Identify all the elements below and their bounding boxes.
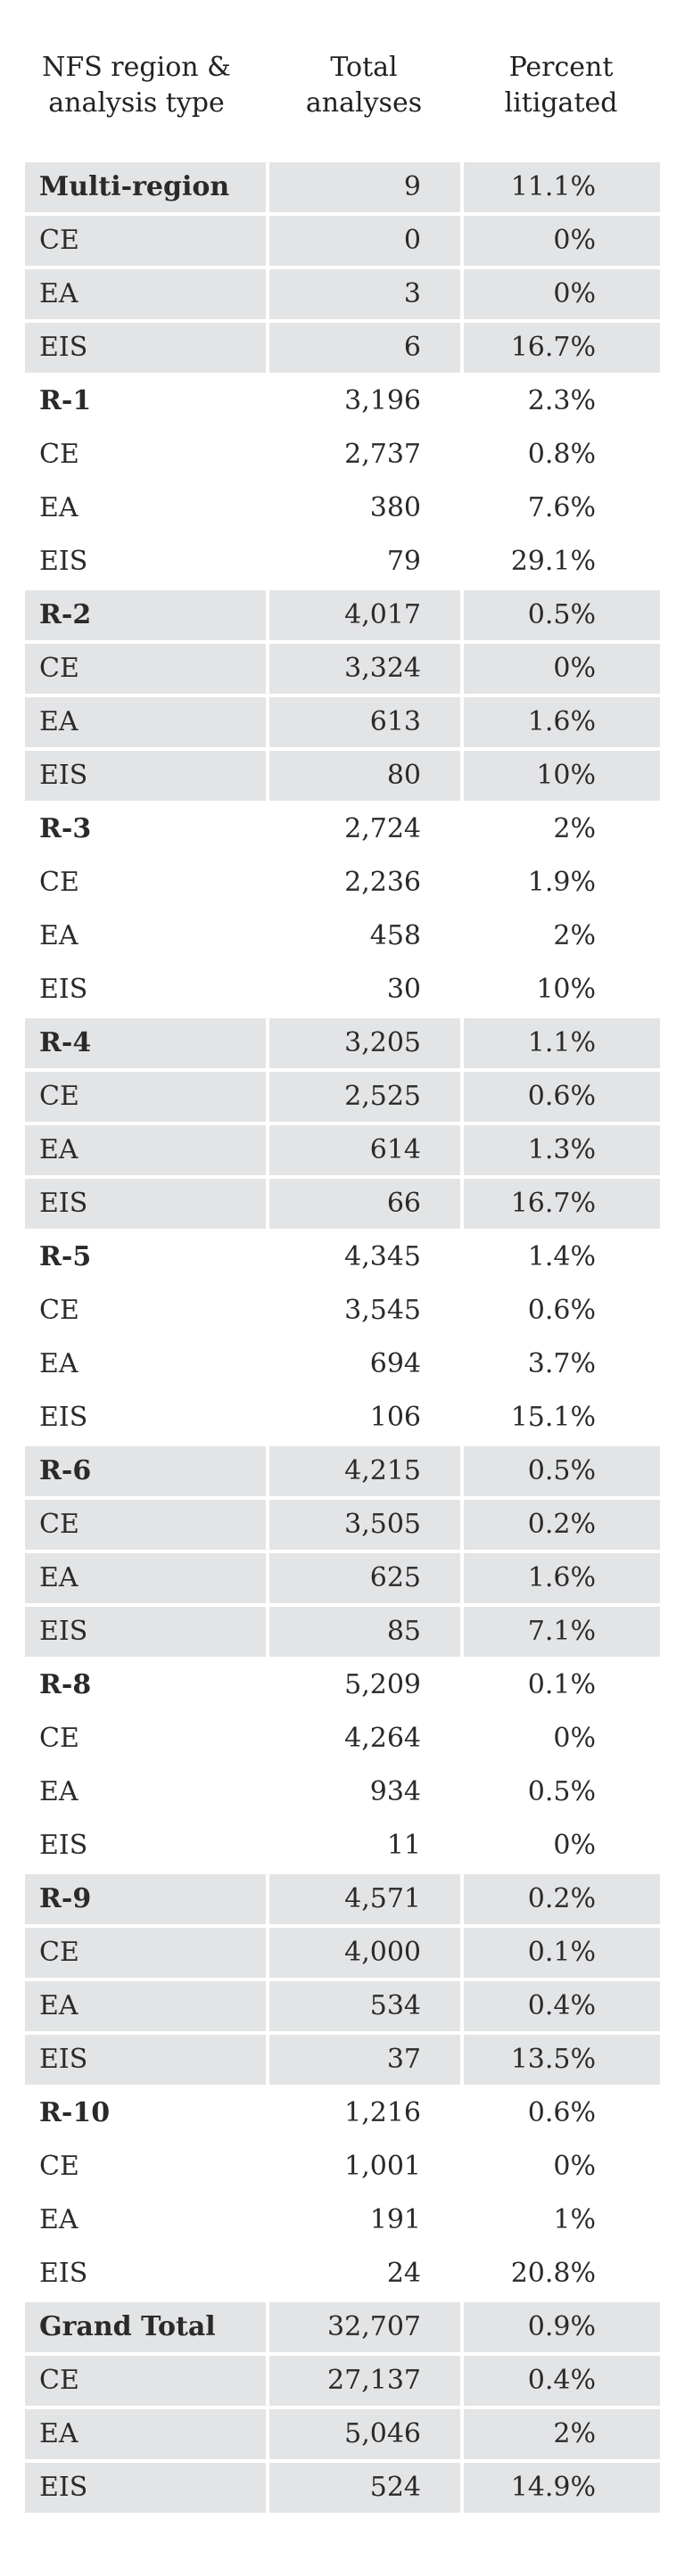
row-label: EIS bbox=[39, 2258, 88, 2289]
row-total-analyses: 32,707 bbox=[269, 2302, 460, 2352]
row-label: R-2 bbox=[25, 590, 266, 640]
row-label: EIS bbox=[25, 2463, 266, 2513]
row-total-analyses: 4,000 bbox=[269, 1928, 460, 1978]
row-percent-litigated: 2% bbox=[553, 920, 596, 951]
row-percent-litigated: 1.9% bbox=[527, 867, 596, 898]
row-total-analyses: 1,216 bbox=[344, 2097, 421, 2128]
row-percent-litigated: 0.6% bbox=[527, 2097, 596, 2128]
table-row-group bbox=[25, 1874, 660, 1928]
table-row-group bbox=[25, 1660, 660, 1714]
table-row bbox=[25, 2356, 660, 2409]
row-percent-litigated: 2% bbox=[553, 813, 596, 844]
row-total-analyses: 2,236 bbox=[344, 867, 421, 898]
row-percent-litigated: 2% bbox=[464, 2409, 660, 2459]
header-region-type bbox=[25, 50, 266, 139]
row-percent-litigated: 1.3% bbox=[464, 1125, 660, 1175]
row-percent-litigated: 14.9% bbox=[464, 2463, 660, 2513]
row-label: EA bbox=[39, 2204, 78, 2235]
header-total-line2: analyses bbox=[305, 87, 423, 119]
table-row bbox=[25, 1500, 660, 1553]
row-total-analyses: 24 bbox=[386, 2258, 421, 2289]
row-label: Multi-region bbox=[25, 162, 266, 212]
row-total-analyses: 3,545 bbox=[344, 1295, 421, 1326]
row-total-analyses: 106 bbox=[369, 1402, 421, 1433]
row-total-analyses: 625 bbox=[269, 1553, 460, 1603]
row-percent-litigated: 16.7% bbox=[464, 323, 660, 373]
header-percent-line1: Percent bbox=[508, 52, 614, 83]
row-total-analyses: 534 bbox=[269, 1981, 460, 2031]
row-label: EA bbox=[25, 2409, 266, 2459]
table-row bbox=[25, 1072, 660, 1125]
row-percent-litigated: 10% bbox=[536, 974, 596, 1005]
row-label: R-8 bbox=[39, 1669, 92, 1700]
table-row-group bbox=[25, 162, 660, 216]
table-row bbox=[25, 323, 660, 376]
row-total-analyses: 934 bbox=[369, 1776, 421, 1807]
row-total-analyses: 694 bbox=[369, 1348, 421, 1379]
table-row-group bbox=[25, 376, 660, 430]
row-total-analyses: 3 bbox=[269, 269, 460, 319]
row-label: EIS bbox=[25, 323, 266, 373]
row-label: EIS bbox=[25, 751, 266, 801]
row-percent-litigated: 16.7% bbox=[464, 1179, 660, 1229]
table-header bbox=[25, 50, 660, 139]
row-label: EA bbox=[25, 1553, 266, 1603]
row-label: R-5 bbox=[39, 1241, 92, 1272]
row-percent-litigated: 3.7% bbox=[527, 1348, 596, 1379]
row-percent-litigated: 1.4% bbox=[527, 1241, 596, 1272]
row-total-analyses: 5,209 bbox=[344, 1669, 421, 1700]
row-percent-litigated: 0.5% bbox=[464, 1446, 660, 1496]
table-row bbox=[25, 1928, 660, 1981]
row-percent-litigated: 0% bbox=[553, 1723, 596, 1754]
row-total-analyses: 5,046 bbox=[269, 2409, 460, 2459]
header-region-line1: NFS region & bbox=[42, 52, 231, 83]
row-total-analyses: 6 bbox=[269, 323, 460, 373]
row-percent-litigated: 1.6% bbox=[464, 697, 660, 747]
table-row-group bbox=[25, 1018, 660, 1072]
table-row bbox=[25, 2409, 660, 2463]
row-label: EIS bbox=[25, 1607, 266, 1657]
row-percent-litigated: 20.8% bbox=[510, 2258, 596, 2289]
table-row bbox=[25, 269, 660, 323]
table-row-group bbox=[25, 1446, 660, 1500]
row-total-analyses: 37 bbox=[269, 2035, 460, 2085]
table-row bbox=[25, 1714, 660, 1767]
row-label: EA bbox=[39, 1348, 78, 1379]
table-row bbox=[25, 697, 660, 751]
row-total-analyses: 3,205 bbox=[269, 1018, 460, 1068]
table-row-group bbox=[25, 2302, 660, 2356]
row-total-analyses: 27,137 bbox=[269, 2356, 460, 2406]
row-label: EIS bbox=[39, 546, 88, 577]
table-row bbox=[25, 644, 660, 697]
table-row bbox=[25, 1286, 660, 1339]
header-total-analyses bbox=[266, 50, 462, 139]
row-label: CE bbox=[39, 867, 79, 898]
table-row bbox=[25, 858, 660, 911]
row-percent-litigated: 0.4% bbox=[464, 2356, 660, 2406]
row-label: Grand Total bbox=[25, 2302, 266, 2352]
row-percent-litigated: 0.2% bbox=[464, 1500, 660, 1550]
row-label: CE bbox=[39, 1295, 79, 1326]
row-label: CE bbox=[25, 644, 266, 694]
row-label: EA bbox=[39, 492, 78, 523]
row-label: EIS bbox=[25, 2035, 266, 2085]
row-label: CE bbox=[25, 1928, 266, 1978]
row-label: CE bbox=[39, 1723, 79, 1754]
row-total-analyses: 79 bbox=[386, 546, 421, 577]
row-percent-litigated: 7.6% bbox=[527, 492, 596, 523]
row-percent-litigated: 0.1% bbox=[527, 1669, 596, 1700]
table-row bbox=[25, 1339, 660, 1393]
row-percent-litigated: 0% bbox=[464, 269, 660, 319]
header-total-line1: Total bbox=[330, 52, 398, 83]
row-label: CE bbox=[25, 2356, 266, 2406]
row-total-analyses: 0 bbox=[269, 216, 460, 266]
table-row bbox=[25, 2142, 660, 2195]
row-label: EA bbox=[39, 1776, 78, 1807]
row-total-analyses: 2,737 bbox=[344, 439, 421, 470]
table-row-group bbox=[25, 590, 660, 644]
row-percent-litigated: 0% bbox=[553, 1830, 596, 1861]
table-row bbox=[25, 1821, 660, 1874]
row-total-analyses: 3,505 bbox=[269, 1500, 460, 1550]
table-row-group bbox=[25, 1232, 660, 1286]
row-total-analyses: 524 bbox=[269, 2463, 460, 2513]
row-total-analyses: 613 bbox=[269, 697, 460, 747]
row-total-analyses: 4,215 bbox=[269, 1446, 460, 1496]
row-label: EA bbox=[25, 269, 266, 319]
table-row-group bbox=[25, 2088, 660, 2142]
table-row bbox=[25, 911, 660, 965]
row-total-analyses: 4,017 bbox=[269, 590, 460, 640]
row-label: R-4 bbox=[25, 1018, 266, 1068]
row-percent-litigated: 2.3% bbox=[527, 385, 596, 416]
row-label: R-6 bbox=[25, 1446, 266, 1496]
row-label: EIS bbox=[25, 1179, 266, 1229]
row-label: EIS bbox=[39, 1402, 88, 1433]
row-label: EA bbox=[39, 920, 78, 951]
table-row bbox=[25, 1981, 660, 2035]
row-percent-litigated: 7.1% bbox=[464, 1607, 660, 1657]
row-label: EIS bbox=[39, 974, 88, 1005]
row-label: CE bbox=[39, 2151, 79, 2182]
row-total-analyses: 85 bbox=[269, 1607, 460, 1657]
row-label: R-10 bbox=[39, 2097, 111, 2128]
table-row bbox=[25, 1125, 660, 1179]
row-label: EA bbox=[25, 1125, 266, 1175]
row-total-analyses: 9 bbox=[269, 162, 460, 212]
table-row bbox=[25, 1393, 660, 1446]
row-percent-litigated: 0.9% bbox=[464, 2302, 660, 2352]
row-percent-litigated: 0.5% bbox=[464, 590, 660, 640]
row-total-analyses: 11 bbox=[386, 1830, 421, 1861]
row-label: R-3 bbox=[39, 813, 92, 844]
table-row bbox=[25, 1179, 660, 1232]
row-label: CE bbox=[25, 1072, 266, 1122]
table-row bbox=[25, 1767, 660, 1821]
row-total-analyses: 4,571 bbox=[269, 1874, 460, 1924]
table-row bbox=[25, 2463, 660, 2516]
row-percent-litigated: 15.1% bbox=[510, 1402, 596, 1433]
row-percent-litigated: 11.1% bbox=[464, 162, 660, 212]
table-row bbox=[25, 965, 660, 1018]
row-label: EA bbox=[25, 697, 266, 747]
header-percent-litigated bbox=[462, 50, 660, 139]
row-percent-litigated: 0.5% bbox=[527, 1776, 596, 1807]
row-label: EA bbox=[25, 1981, 266, 2031]
row-label: R-1 bbox=[39, 385, 92, 416]
row-total-analyses: 4,345 bbox=[344, 1241, 421, 1272]
row-percent-litigated: 1% bbox=[553, 2204, 596, 2235]
table-row-group bbox=[25, 804, 660, 858]
table-row bbox=[25, 430, 660, 483]
row-percent-litigated: 0% bbox=[464, 216, 660, 266]
table-row bbox=[25, 483, 660, 537]
row-percent-litigated: 0.8% bbox=[527, 439, 596, 470]
header-region-line2: analysis type bbox=[48, 87, 225, 119]
row-percent-litigated: 0.1% bbox=[464, 1928, 660, 1978]
row-label: EIS bbox=[39, 1830, 88, 1861]
row-total-analyses: 4,264 bbox=[344, 1723, 421, 1754]
row-total-analyses: 3,324 bbox=[269, 644, 460, 694]
table-row bbox=[25, 2195, 660, 2249]
table-body bbox=[25, 162, 660, 2516]
table-row bbox=[25, 537, 660, 590]
row-percent-litigated: 10% bbox=[464, 751, 660, 801]
table-row bbox=[25, 751, 660, 804]
row-label: CE bbox=[25, 216, 266, 266]
row-total-analyses: 3,196 bbox=[344, 385, 421, 416]
row-total-analyses: 380 bbox=[369, 492, 421, 523]
row-total-analyses: 2,525 bbox=[269, 1072, 460, 1122]
row-percent-litigated: 0.4% bbox=[464, 1981, 660, 2031]
row-total-analyses: 1,001 bbox=[344, 2151, 421, 2182]
row-percent-litigated: 0.6% bbox=[527, 1295, 596, 1326]
header-percent-line2: litigated bbox=[504, 87, 618, 119]
table-row bbox=[25, 2249, 660, 2302]
row-percent-litigated: 0% bbox=[464, 644, 660, 694]
row-total-analyses: 614 bbox=[269, 1125, 460, 1175]
row-percent-litigated: 29.1% bbox=[510, 546, 596, 577]
row-percent-litigated: 0.2% bbox=[464, 1874, 660, 1924]
row-total-analyses: 80 bbox=[269, 751, 460, 801]
row-label: CE bbox=[25, 1500, 266, 1550]
row-total-analyses: 30 bbox=[386, 974, 421, 1005]
row-total-analyses: 191 bbox=[369, 2204, 421, 2235]
row-total-analyses: 458 bbox=[369, 920, 421, 951]
table-row bbox=[25, 2035, 660, 2088]
row-percent-litigated: 0.6% bbox=[464, 1072, 660, 1122]
row-label: R-9 bbox=[25, 1874, 266, 1924]
table-row bbox=[25, 216, 660, 269]
row-percent-litigated: 13.5% bbox=[464, 2035, 660, 2085]
row-total-analyses: 66 bbox=[269, 1179, 460, 1229]
row-percent-litigated: 1.1% bbox=[464, 1018, 660, 1068]
table-row bbox=[25, 1553, 660, 1607]
row-label: CE bbox=[39, 439, 79, 470]
row-total-analyses: 2,724 bbox=[344, 813, 421, 844]
row-percent-litigated: 0% bbox=[553, 2151, 596, 2182]
row-percent-litigated: 1.6% bbox=[464, 1553, 660, 1603]
table-row bbox=[25, 1607, 660, 1660]
